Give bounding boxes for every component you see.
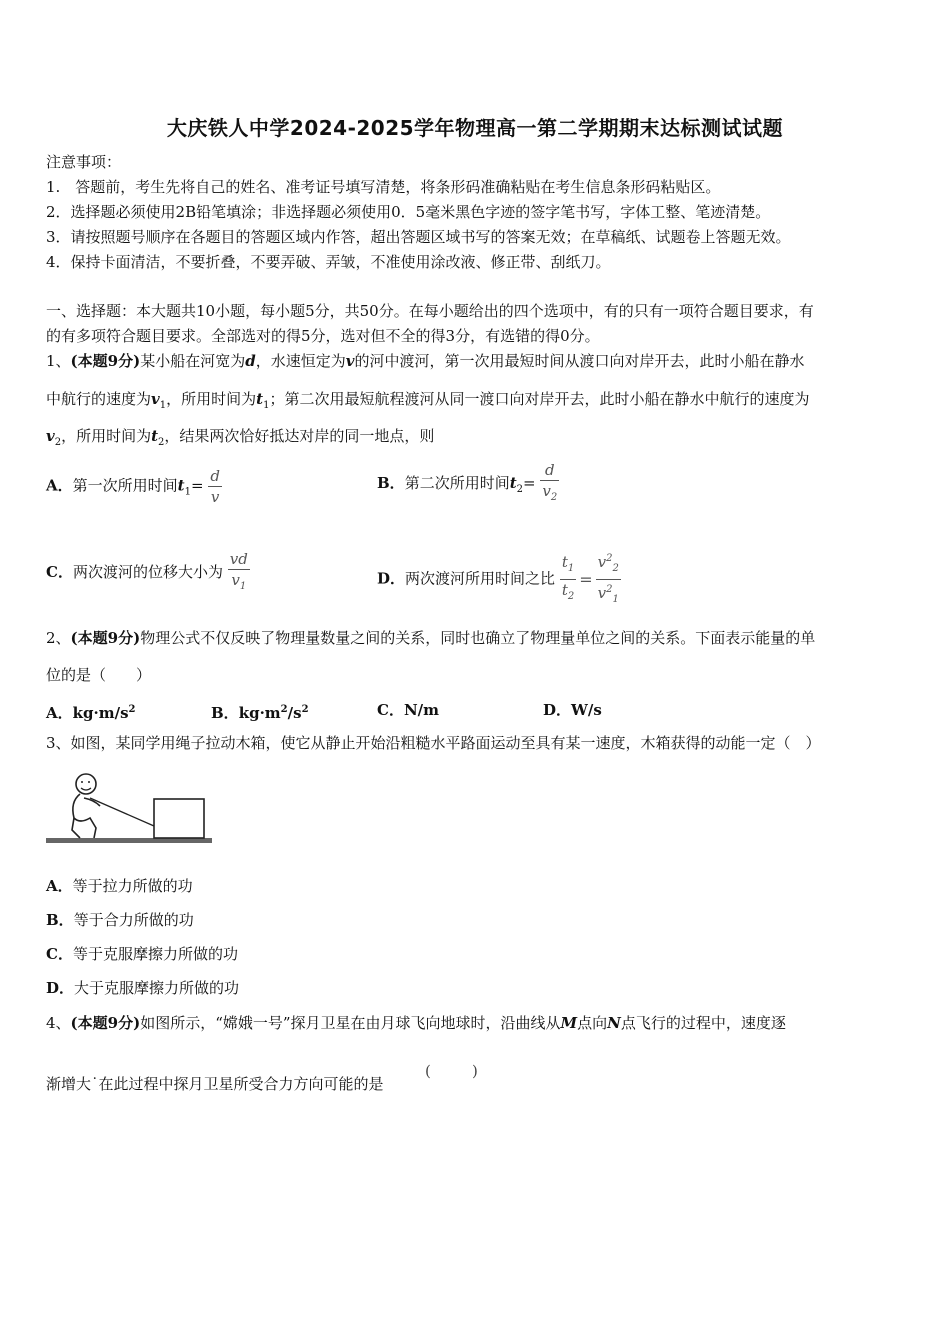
q1-number: 1、 xyxy=(46,352,71,370)
denominator: $v_1$ xyxy=(231,571,247,592)
q1-text: 中航行的速度为 xyxy=(46,390,152,408)
q4-line-2: 渐增大˙在此过程中探月卫星所受合力方向可能的是 xyxy=(46,1075,384,1093)
q1-option-c[interactable] xyxy=(46,549,250,597)
q3-number: 3、 xyxy=(46,734,71,752)
denominator: $v^2_1$ xyxy=(597,584,619,605)
option-text: 等于合力所做的功 xyxy=(73,911,194,929)
q1-text: ，水速恒定为 xyxy=(255,352,346,370)
q3-line-1 xyxy=(46,733,908,753)
option-label: B． xyxy=(211,704,239,722)
option-text: W/s xyxy=(571,701,602,719)
var-t1-sub: 1 xyxy=(184,486,191,498)
var-d: d xyxy=(245,352,256,370)
var-t1: t xyxy=(256,390,264,408)
wooden-box xyxy=(154,799,204,838)
q2-text: 物理公式不仅反映了物理量数量之间的关系，同时也确立了物理量单位之间的关系。下面表示能量的单 xyxy=(140,629,816,647)
var-v1: v xyxy=(151,390,160,408)
option-label: D． xyxy=(543,701,572,719)
var-t1: t xyxy=(177,476,185,495)
rope xyxy=(90,798,154,826)
q1-line-3 xyxy=(46,426,908,453)
q2-line-2: 位的是（ ） xyxy=(46,666,152,684)
head xyxy=(76,774,96,794)
option-label: B． xyxy=(46,911,74,929)
option-text: 等于克服摩擦力所做的功 xyxy=(72,945,238,963)
page-title: 大庆铁人中学2024-2025学年物理高一第二学期期末达标测试试题 xyxy=(166,116,784,140)
q4-text: 点飞行的过程中，速度逐 xyxy=(620,1014,786,1032)
q1-option-d[interactable] xyxy=(377,549,621,610)
option-text: kg·m/s xyxy=(72,704,129,722)
option-text: 等于拉力所做的功 xyxy=(72,877,193,895)
q3-text: 如图，某同学用绳子拉动木箱，使它从静止开始沿粗糙水平路面运动至具有某一速度，木箱获得的动能一定（ ） xyxy=(70,734,821,752)
q2-line-1 xyxy=(46,628,908,648)
numerator: $v^2_2$ xyxy=(596,549,621,580)
equals: = xyxy=(523,474,536,492)
option-text: 两次渡河的位移大小为 xyxy=(72,563,223,581)
var-v: v xyxy=(345,352,355,370)
denominator: v xyxy=(210,488,220,506)
q3-option-b[interactable] xyxy=(46,910,194,930)
person-pulling-box-figure xyxy=(46,768,214,848)
q4-number: 4、 xyxy=(46,1014,71,1032)
numerator: d xyxy=(210,467,220,485)
option-label: B． xyxy=(377,474,405,492)
q4-text: 如图所示，“嫦娥一号”探月卫星在由月球飞向地球时，沿曲线从 xyxy=(140,1014,561,1032)
q2-option-d[interactable] xyxy=(543,700,602,720)
var-N: N xyxy=(607,1014,621,1032)
numerator: d xyxy=(540,460,559,481)
option-text: kg·m xyxy=(238,704,281,722)
fraction-vd-over-v1 xyxy=(228,549,250,597)
notice-item-4: 4．保持卡面清洁，不要折叠，不要弄破、弄皱，不准使用涂改液、修正带、刮纸刀。 xyxy=(46,253,611,271)
q1-text: ，所用时间为 xyxy=(61,427,152,445)
option-label: C． xyxy=(377,701,404,719)
var-M: M xyxy=(560,1014,578,1032)
equals: = xyxy=(579,569,593,589)
section-intro-line-1: 一、选择题：本大题共10小题，每小题5分，共50分。在每小题给出的四个选项中，有的只有一项符合题目要求，有 xyxy=(46,302,814,320)
fraction-t1-over-t2 xyxy=(560,552,576,607)
option-text: 大于克服摩擦力所做的功 xyxy=(74,979,240,997)
option-text: 第二次所用时间 xyxy=(404,474,510,492)
q1-text: ；第二次用最短航程渡河从同一渡口向对岸开去，此时小船在静水中航行的速度为 xyxy=(269,390,810,408)
q4-text: 点向 xyxy=(577,1014,608,1032)
option-label: D． xyxy=(46,979,75,997)
section-intro-line-2: 的有多项符合题目要求。全部选对的得5分，选对但不全的得3分，有选错的得0分。 xyxy=(46,327,600,345)
fraction-d-over-v xyxy=(208,466,222,507)
option-label: A． xyxy=(46,704,73,722)
exponent: 2 xyxy=(280,704,288,715)
var-v2-sub: 2 xyxy=(54,437,62,448)
q4-line-1 xyxy=(46,1013,908,1033)
notice-item-2: 2．选择题必须使用2B铅笔填涂；非选择题必须使用0．5毫米黑色字迹的签字笔书写，字体工整、笔迹清楚。 xyxy=(46,203,771,221)
var-t2: t xyxy=(151,427,159,445)
q1-text: ，所用时间为 xyxy=(166,390,257,408)
q3-option-a[interactable] xyxy=(46,876,193,896)
fraction-d-over-v2 xyxy=(540,460,559,508)
q1-text: ，结果两次恰好抵达对岸的同一地点，则 xyxy=(164,427,435,445)
q2-option-c[interactable] xyxy=(377,700,439,720)
notice-item-3: 3．请按照题号顺序在各题目的答题区域内作答，超出答题区域书写的答案无效；在草稿纸、试题卷上答题无效。 xyxy=(46,228,791,246)
equals: = xyxy=(190,476,204,495)
denominator: $v_2$ xyxy=(542,482,558,503)
answer-paren-close: ) xyxy=(472,1062,478,1080)
notice-item-1: 1. 答题前，考生先将自己的姓名、准考证号填写清楚，将条形码准确粘贴在考生信息条形码粘贴区。 xyxy=(46,178,721,196)
var-t2-sub: 2 xyxy=(516,484,524,495)
q1-score: (本题9分) xyxy=(70,352,141,370)
q2-option-b[interactable] xyxy=(211,700,309,723)
var-v2: v xyxy=(46,427,55,445)
notice-heading: 注意事项： xyxy=(46,153,122,171)
option-text: 两次渡河所用时间之比 xyxy=(405,569,556,588)
q2-number: 2、 xyxy=(46,629,71,647)
q1-text: 某小船在河宽为 xyxy=(140,352,246,370)
var-v1-sub: 1 xyxy=(159,400,167,411)
var-t2-sub: 2 xyxy=(158,437,165,448)
q2-score: (本题9分) xyxy=(70,629,141,647)
q1-line-2 xyxy=(46,389,908,416)
numerator: vd xyxy=(229,550,248,568)
q3-option-c[interactable] xyxy=(46,944,238,964)
q1-option-b[interactable] xyxy=(377,460,559,508)
answer-paren-open: ( xyxy=(425,1062,431,1080)
option-label: A． xyxy=(46,476,73,495)
option-text: N/m xyxy=(403,701,440,719)
var-t1-sub: 1 xyxy=(263,400,270,411)
option-label: D． xyxy=(377,569,406,588)
option-label: C． xyxy=(46,945,73,963)
denominator: $t_2$ xyxy=(561,581,575,602)
q1-text: 的河中渡河，第一次用最短时间从渡口向对岸开去，此时小船在静水 xyxy=(354,352,805,370)
exponent: 2 xyxy=(301,704,309,715)
option-text: /s xyxy=(287,704,302,722)
exponent: 2 xyxy=(128,704,136,715)
fraction-v2sq-over-v1sq xyxy=(596,549,621,610)
option-label: C． xyxy=(46,563,73,581)
q4-score: (本题9分) xyxy=(70,1014,141,1032)
numerator: $t_1$ xyxy=(560,552,576,580)
q2-option-a[interactable] xyxy=(46,700,136,723)
q1-line-1 xyxy=(46,351,908,371)
q1-option-a[interactable] xyxy=(46,466,222,507)
option-text: 第一次所用时间 xyxy=(72,476,178,495)
q3-option-d[interactable] xyxy=(46,978,239,998)
option-label: A． xyxy=(46,877,73,895)
var-t2: t xyxy=(509,474,517,492)
